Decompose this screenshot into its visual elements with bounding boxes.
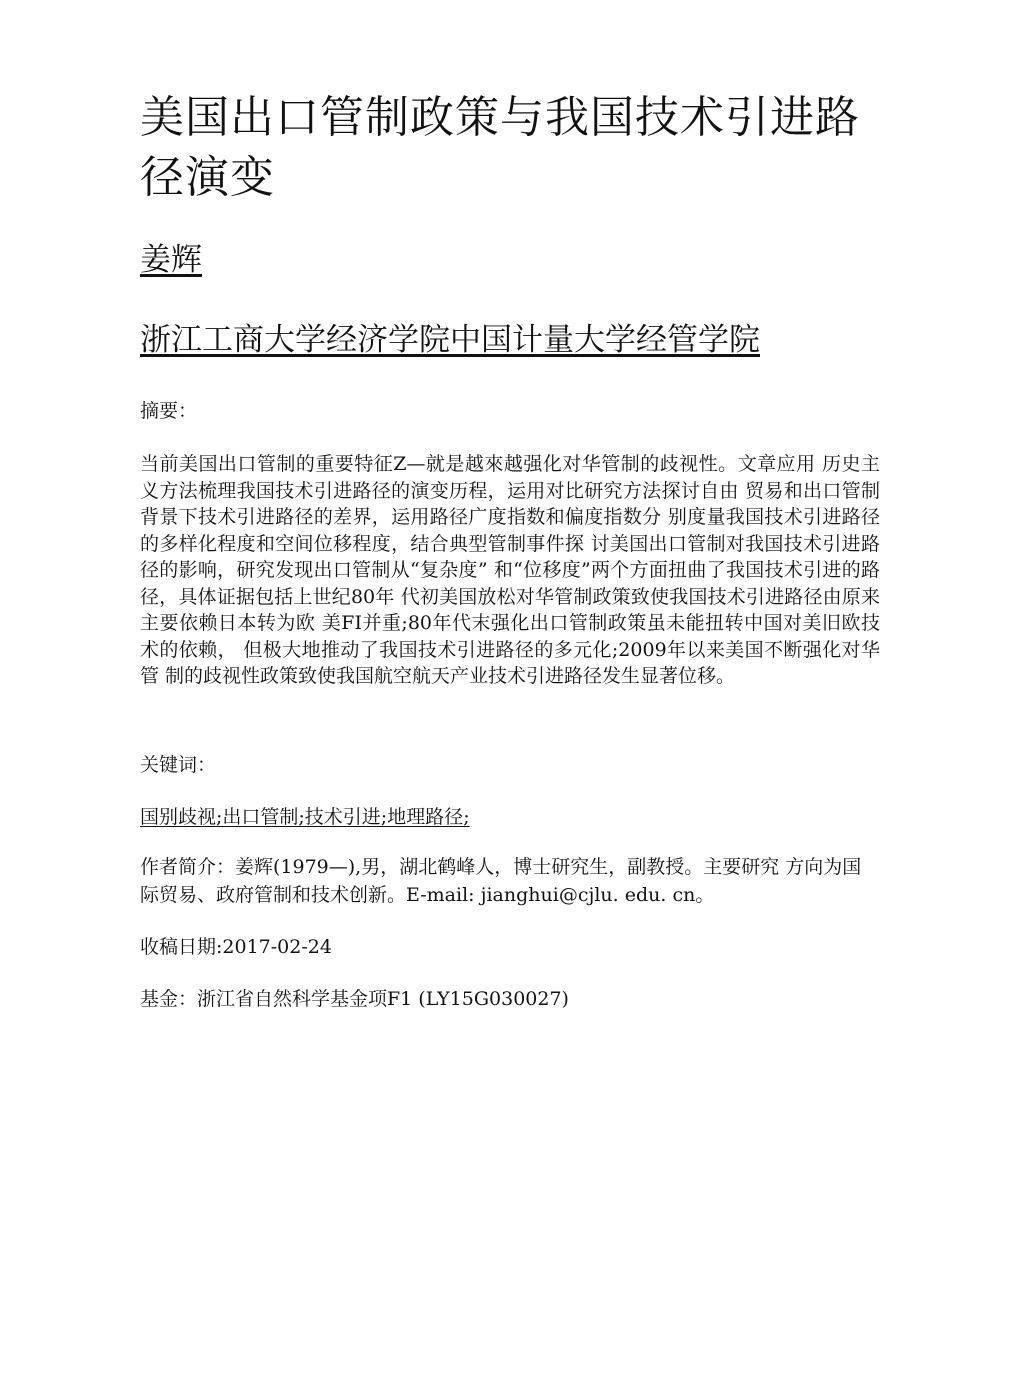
abstract-label: 摘要： <box>140 400 198 422</box>
author-affiliation: 浙江工商大学经济学院中国计量大学经管学院 <box>140 322 760 358</box>
keywords-label: 关键词： <box>140 754 217 776</box>
author-name: 姜辉 <box>140 242 202 278</box>
author-bio: 作者简介：姜辉(1979—),男，湖北鹤峰人，博士研究生，副教授。主要研究 方向为国际贸易、政府管制和技术创新。E-mail: jianghui@cjlu. edu. cn。 <box>140 856 862 906</box>
paper-title: 美国出口管制政策与我国技术引进路径演变 <box>140 92 860 203</box>
abstract-text: 当前美国出口管制的重要特征Z—就是越來越强化对华管制的歧视性。文章应用 历史主义方法梳理我国技术引进路径的演变历程，运用对比研究方法探讨自由 贸易和出口管制背景下技术引进路径的差界，运用路径广度指数和偏度指数分 别度量我国技术引进路径的多样化程度和空间位移程度，结合典型管制事件探 讨美国出口管制对我国技术引进路径的影响，研究发现出口管制从“复杂度” 和“位移度”两个方面扭曲了我国技术引进的路径，具体证据包括上世纪80年 代初美国放松对华管制政策致使我国技术引进路径由原来主要依赖日本转为欧 美FI并重;80年代末强化出口管制政策虽未能扭转中国对美旧欧技术的依赖， 但极大地推动了我国技术引进路径的多元化;2009年以来美国不断强化对华管 制的歧视性政策致使我国航空航天产业技术引进路径发生显著位移。 <box>140 453 880 687</box>
keywords-list: 国别歧视;出口管制;技术引进;地理路径; <box>140 806 470 828</box>
received-date: 收稿日期:2017-02-24 <box>140 936 332 958</box>
funding-info: 基金：浙江省自然科学基金项F1 (LY15G030027) <box>140 988 569 1010</box>
